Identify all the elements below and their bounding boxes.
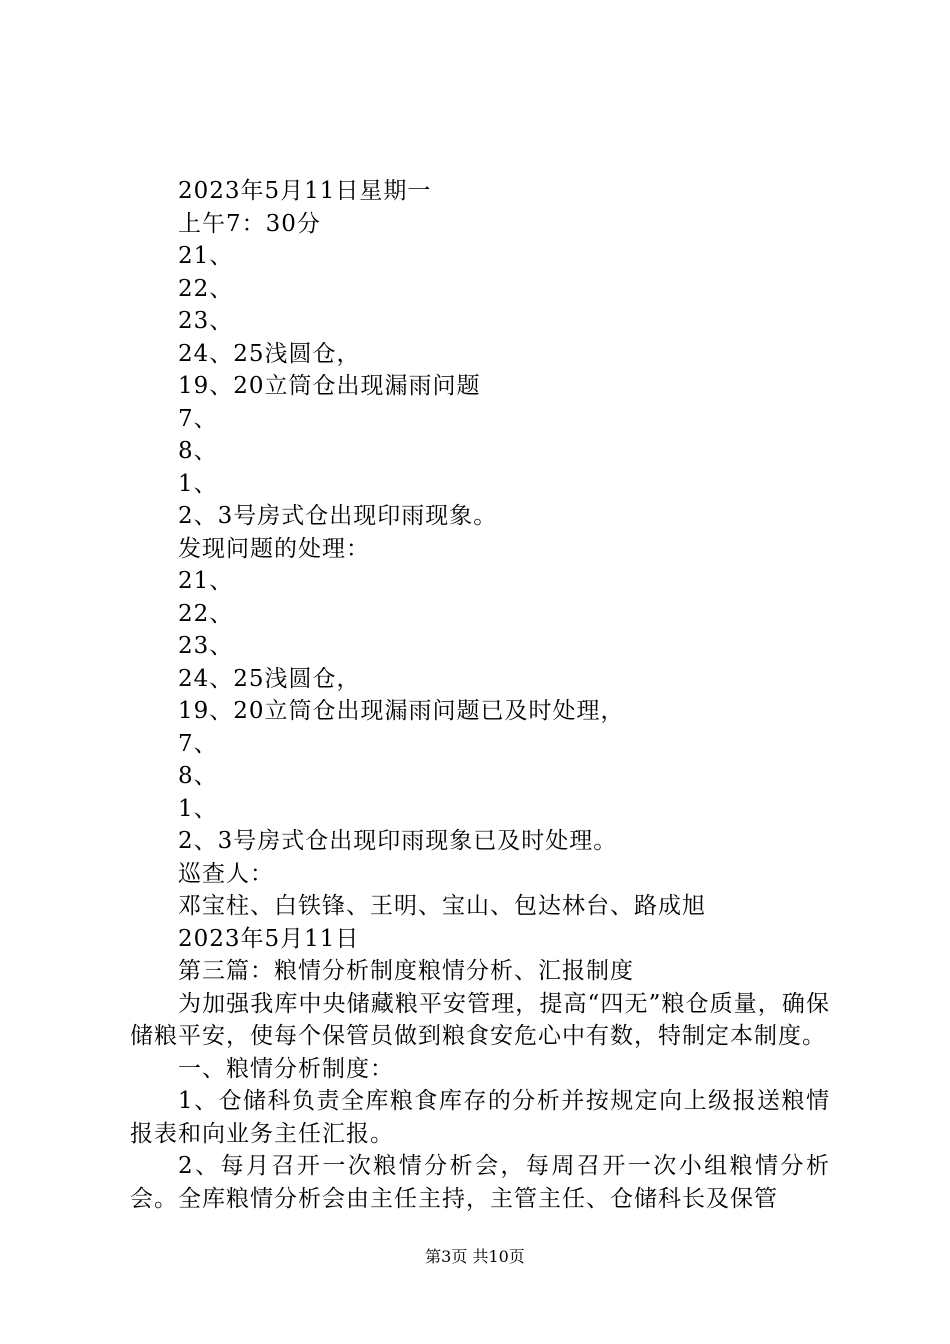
text-line: 8、	[178, 763, 218, 789]
date-line: 2023年5月11日	[178, 925, 360, 952]
text-line: 上午7：30分	[178, 210, 321, 237]
text-line: 巡查人：	[178, 860, 274, 887]
text-line: 23、	[178, 308, 234, 334]
text-line: 21、	[178, 568, 234, 594]
signatories-line: 邓宝柱、白铁锋、王明、宝山、包达林台、路成旭	[178, 893, 706, 919]
text-line: 24、25浅圆仓，	[178, 340, 361, 367]
text-line: 19、20立筒仓出现漏雨问题	[178, 373, 481, 399]
text-line: 19、20立筒仓出现漏雨问题已及时处理，	[178, 698, 625, 724]
text-line: 7、	[178, 730, 218, 757]
paragraph: 2、每月召开一次粮情分析会，每周召开一次小组粮情分析会。全库粮情分析会由主任主持，主管主任、仓储科长及保管	[130, 1153, 830, 1212]
text-line: 22、	[178, 600, 234, 627]
text-line: 21、	[178, 243, 234, 269]
text-line: 8、	[178, 438, 218, 464]
text-line: 7、	[178, 405, 218, 432]
text-line: 2023年5月11日星期一	[178, 178, 432, 204]
text-line: 2、3号房式仓出现印雨现象。	[178, 503, 498, 529]
text-line: 发现问题的处理：	[178, 535, 370, 562]
paragraph: 为加强我库中央储藏粮平安管理，提高“四无”粮仓质量，确保储粮平安，使每个保管员做到粮食安危心中有数，特制定本制度。	[130, 990, 830, 1049]
text-line: 22、	[178, 275, 234, 302]
paragraph: 一、粮情分析制度：	[178, 1055, 394, 1082]
text-line: 24、25浅圆仓，	[178, 665, 361, 692]
paragraph: 1、仓储科负责全库粮食库存的分析并按规定向上级报送粮情报表和向业务主任汇报。	[130, 1088, 830, 1147]
text-line: 1、	[178, 795, 218, 822]
text-line: 1、	[178, 470, 218, 497]
text-line: 23、	[178, 633, 234, 659]
document-body	[130, 175, 830, 1215]
page-footer: 第3页 共10页	[425, 1247, 525, 1266]
text-line: 2、3号房式仓出现印雨现象已及时处理。	[178, 828, 618, 854]
section-heading: 第三篇：粮情分析制度粮情分析、汇报制度	[178, 958, 634, 984]
